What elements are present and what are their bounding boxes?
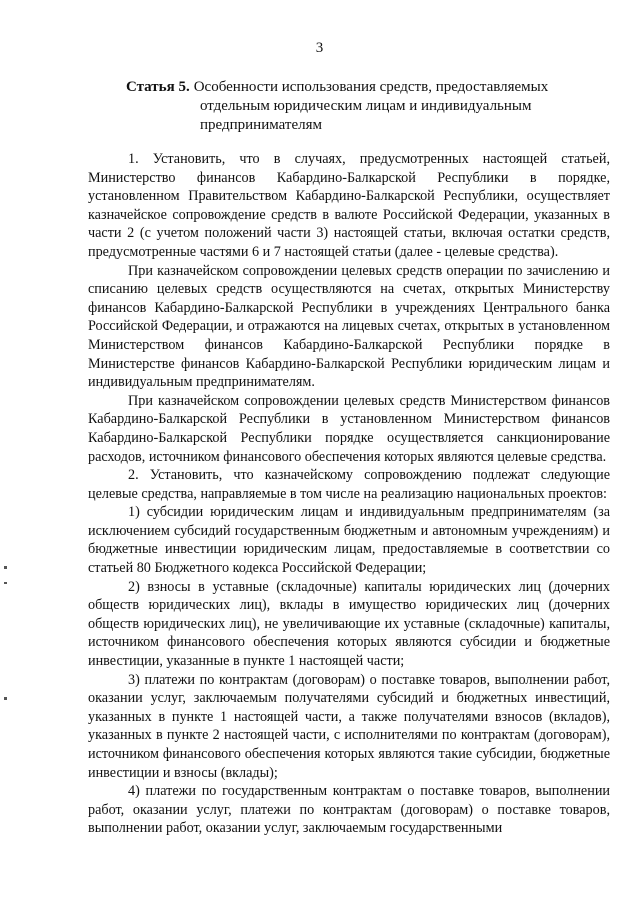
article-title-line: отдельным юридическим лицам и индивидуальным (200, 98, 532, 114)
article-title-text: Особенности использования средств, предоставляемых (193, 79, 549, 95)
scan-margin-mark (4, 582, 7, 584)
paragraph: При казначейском сопровождении целевых средств Министерством финансов Кабардино-Балкарской Республики в установленном Министерством финансов Кабардино-Балкарской Республики порядке осуществляется санкционирование расходов, источником финансового обеспечения которых являются целевые средства. (88, 392, 610, 465)
article-label: Статья 5. (126, 79, 190, 95)
scan-margin-mark (4, 697, 7, 700)
document-body (88, 150, 610, 838)
scan-margin-mark (4, 566, 7, 569)
article-title-line (126, 78, 596, 97)
paragraph: 2. Установить, что казначейскому сопровождению подлежат следующие целевые средства, направляемые в том числе на реализацию национальных проектов: (88, 467, 610, 502)
page-number: 3 (315, 40, 324, 56)
paragraph: 1) субсидии юридическим лицам и индивидуальным предпринимателям (за исключением субсидий государственным бюджетным и автономным учреждениям) и бюджетные инвестиции юридическим лицам, предоставляемые в соответствии со статьей 80 Бюджетного кодекса Российской Федерации; (88, 504, 610, 577)
article-title-line: предпринимателям (200, 117, 322, 133)
paragraph: При казначейском сопровождении целевых средств операции по зачислению и списанию целевых средств осуществляются на счетах, открытых Министерству финансов Кабардино-Балкарской Республики в учреждениях Центрального банка Российской Федерации, и отражаются на лицевых счетах, открытых в установленном Министерством финансов Кабардино-Балкарской Республики порядке в Министерстве финансов Кабардино-Балкарской Республики юридическим лицам и индивидуальным предпринимателям. (88, 262, 610, 391)
paragraph: 3) платежи по контрактам (договорам) о поставке товаров, выполнении работ, оказании услуг, заключаемым получателями субсидий и бюджетных инвестиций, указанных в пункте 1 настоящей части, а также получателями взносов (вкладов), указанных в пункте 2 настоящей части, с исполнителями по контрактам (договорам), источником финансового обеспечения которых являются такие субсидии, бюджетные инвестиции и взносы (вклады); (88, 671, 610, 781)
paragraph: 1. Установить, что в случаях, предусмотренных настоящей статьей, Министерство финансов Кабардино-Балкарской Республики в порядке, установленном Правительством Кабардино-Балкарской Республики, осуществляет казначейское сопровождение средств в валюте Российской Федерации, указанных в части 2 (с учетом положений части 3) настоящей статьи, включая остатки средств, предусмотренные частями 6 и 7 настоящей статьи (далее - целевые средства). (88, 151, 610, 260)
article-heading (126, 78, 596, 135)
paragraph: 2) взносы в уставные (складочные) капиталы юридических лиц (дочерних обществ юридических лиц), вклады в имущество юридических лиц (дочерних обществ юридических лиц), не увеличивающие их уставные (складочные) капиталы, источником финансового обеспечения которых являются субсидии и бюджетные инвестиции, указанные в пункте 1 настоящей части; (88, 578, 610, 670)
paragraph: 4) платежи по государственным контрактам о поставке товаров, выполнении работ, оказании услуг, платежи по контрактам (договорам) о поставке товаров, выполнении работ, оказании услуг, заключаемым государственными (88, 783, 610, 837)
